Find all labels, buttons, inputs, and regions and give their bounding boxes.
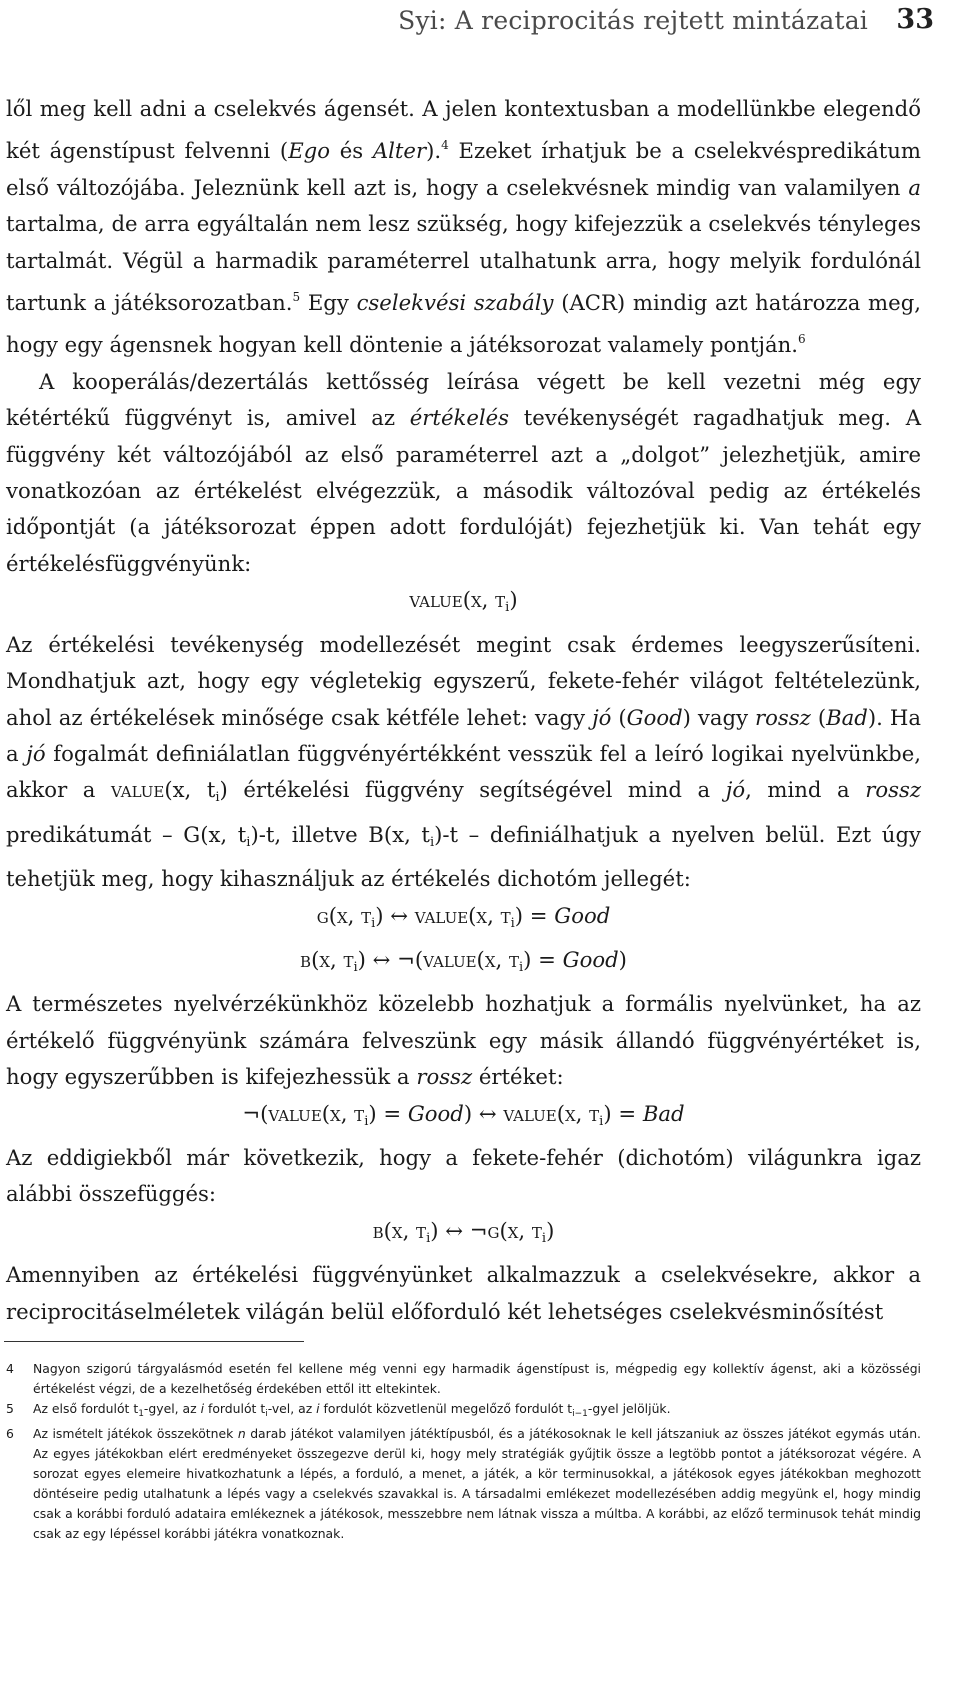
footnote-6: 6 Az ismételt játékok összekötnek n darab játékot valamilyen játéktípusból, és a játékosoknak le kell játszaniuk az összes játékot egymás után. Az egyes játékokban elért eredményeket összegezve derül ki, hogy mely stratégiák gyűjtik össze a legtöbb pontot a játéksorozat végére. A sorozat egyes elemeire hivatkozhatunk a lépés, a forduló, a menet, a játék, a kör terminusokkal, a játékosok egyes játékokban meghozott döntéseire pedig utalhatunk a lépés vagy a cselekvés szavakkal is. A társadalmi emlékezet modellezésében addig megyünk el, hogy mindig csak a korábbi forduló adataira emlékeznek a játékosok, messzebbre nem látnak vissza a múltba. A korábbi, az előző terminusok tehát mindig csak az egy lépéssel korábbi játékra vonatkoznak.: [6, 1426, 921, 1541]
formula-bad-definition: b(x, $t_i$) ↔ ¬(value(x, $t_i$) = Good): [300, 946, 627, 975]
footnote-5: 5 Az első fordulót $t_1$-gyel, az i fordulót $t_i$-vel, az i fordulót közvetlenül megelőző fordulót $t_{i-1}$-gyel jelöljük.: [6, 1401, 671, 1419]
running-title: Syi: A reciprocitás rejtett mintázatai: [398, 6, 868, 35]
body-text: [6, 91, 921, 1330]
formula-good-definition: g(x, $t_i$) ↔ value(x, $t_i$) = Good: [316, 902, 611, 931]
page-header: [0, 4, 960, 44]
footnote-marker-5[interactable]: 5: [292, 290, 301, 305]
paragraph-3: Az értékelési tevékenység modellezését megint csak érdemes leegyszerűsíteni. Mondhatjuk azt, hogy egy végletekig egyszerű, fekete-fehér világot feltételezünk, ahol az értékelések minősége csak kétféle lehet: vagy jó (Good) vagy rossz (Bad). Ha a jó fogalmát definiálatlan függvényértékként vesszük fel a leíró logikai nyelvünkbe, akkor a value(x, $t_i$) értékelési függvény segítségével mind a jó, mind a rossz predikátumát – G(x, $t_i)-t$, illetve B(x, $t_i)-t$ – definiálhatjuk a nyelven belül. Ezt úgy tehetjük meg, hogy kihasználjuk az értékelés dichotóm jellegét:: [6, 631, 921, 892]
paragraph-6: Amennyiben az értékelési függvényünket alkalmazzuk a cselekvésekre, akkor a reciprocitáselméletek világán belül előforduló két lehetséges cselekvésminősítést: [6, 1262, 921, 1324]
formula-value: value(x, $t_i$): [409, 587, 518, 616]
page-number: 33: [896, 4, 934, 35]
formula-b-not-g: b(x, $t_i$) ↔ ¬g(x, $t_i$): [372, 1217, 555, 1246]
paragraph-4: A természetes nyelvérzékünkhöz közelebb hozhatjuk a formális nyelvünket, ha az értékelő függvényünk számára felveszünk egy másik állandó függvényértéket is, hogy egyszerűbben is kifejezhessük a rossz értéket:: [6, 991, 921, 1090]
footnote-marker-4[interactable]: 4: [441, 138, 449, 153]
footnote-4: 4 Nagyon szigorú tárgyalásmód esetén fel kellene még venni egy harmadik ágenstípust is, mégpedig egy kollektív ágenst, aki a közösségi értékelést végzi, de a kezelhetőség érdekében ettől itt eltekintek.: [6, 1361, 921, 1396]
footnotes: [6, 1359, 921, 1544]
paragraph-2: A kooperálás/dezertálás kettősség leírása végett be kell vezetni még egy kétértékű függvényt is, amivel az értékelés tevékenységét ragadhatjuk meg. A függvény két változójából az első paraméterrel azt a „dolgot” jelezhetjük, amire vonatkozóan az értékelést elvégezzük, a második változóval pedig az értékelés időpontját (a játéksorozat éppen adott fordulóját) fejezhetjük ki. Van tehát egy értékelésfüggvényünk:: [6, 368, 921, 576]
formula-bad-value: ¬(value(x, $t_i$) = Good) ↔ value(x, $t_i$) = Bad: [242, 1100, 685, 1129]
footnote-marker-6[interactable]: 6: [798, 332, 806, 347]
paragraph-1: lől meg kell adni a cselekvés ágensét. A jelen kontextusban a modellünkbe elegendő két ágenstípust felvenni (Ego és Alter).$^4$ Ezeket írhatjuk be a cselekvéspredikátum első változójába. Jeleznünk kell azt is, hogy a cselekvésnek mindig van valamilyen a tartalma, de arra egyáltalán nem lesz szükség, hogy kifejezzük a cselekvés tényleges tartalmát. Végül a harmadik paraméterrel utalhatunk arra, hogy melyik fordulónál tartunk a játéksorozatban.$^5$ Egy cselekvési szabály (ACR) mindig azt határozza meg, hogy egy ágensnek hogyan kell döntenie a játéksorozat valamely pontján.$^6$: [6, 96, 922, 358]
footnote-divider: [4, 1341, 304, 1342]
paragraph-5: Az eddigiekből már következik, hogy a fekete-fehér (dichotóm) világunkra igaz alábbi összefüggés:: [6, 1144, 921, 1207]
